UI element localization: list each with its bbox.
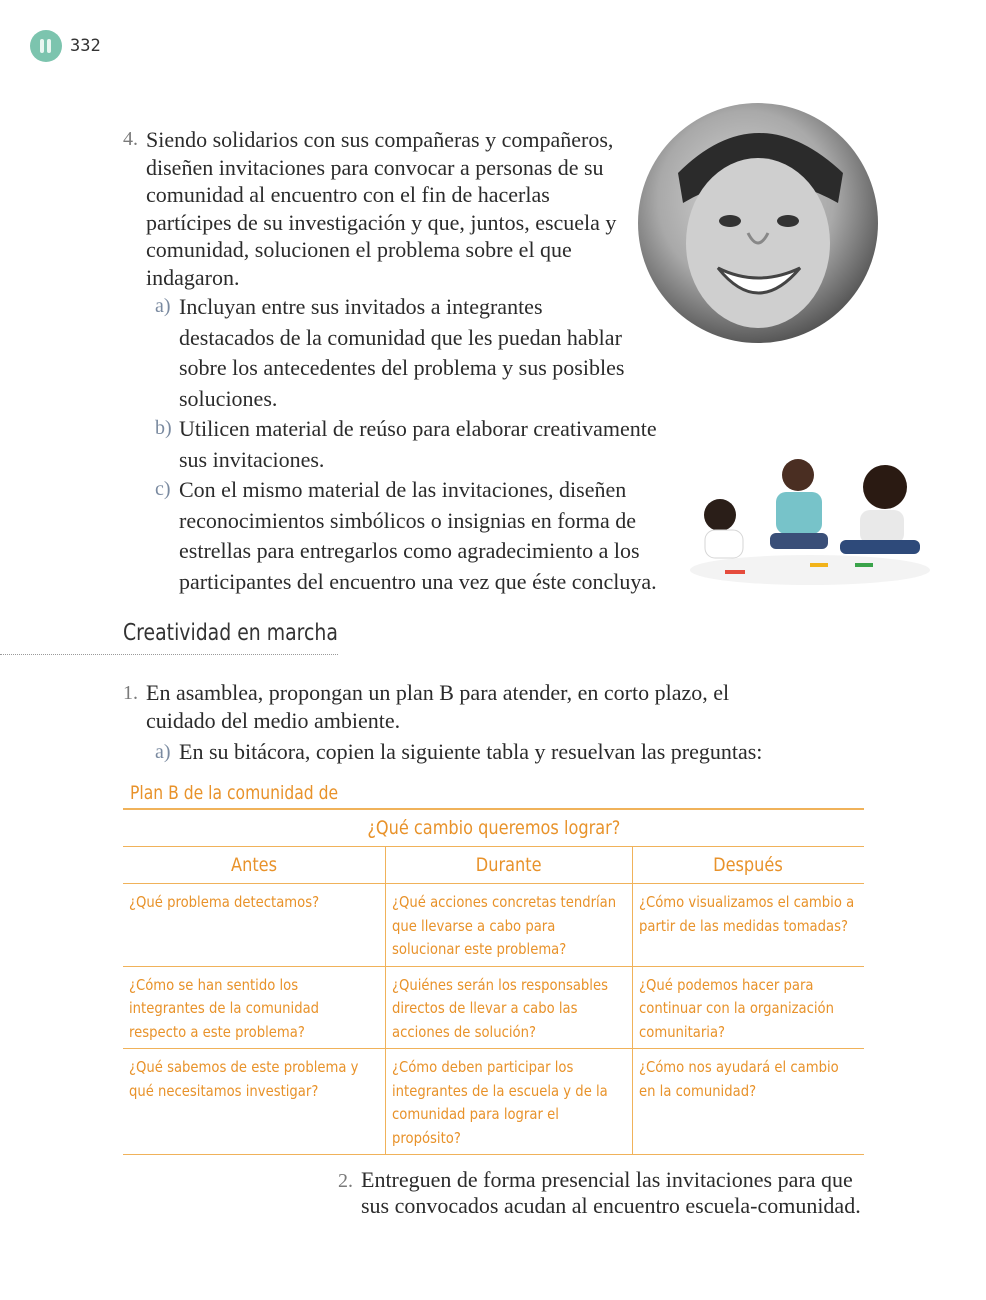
table-cell: ¿Cómo se han sentido los integrantes de la comunidad respecto a este problema? [123,966,385,1049]
page-header [30,30,101,62]
activity-1a-text: En su bitácora, copien la siguiente tabla y resuelvan las preguntas: [179,739,763,764]
table-cell: ¿Cómo visualizamos el cambio a partir de las medidas tomadas? [632,884,864,967]
table-title: Plan B de la comunidad de [130,782,339,804]
table-cell: ¿Qué sabemos de este problema y qué necesitamos investigar? [123,1049,385,1155]
activity-4b-text: Utilicen material de reúso para elaborar creativamente sus invitaciones. [179,416,657,472]
table-column-header-row [123,847,864,884]
activity-4c-text: Con el mismo material de las invitaciones, diseñen reconocimientos simbólicos o insignias en forma de estrellas para entregarlos como agradecimiento a los participantes del encuentro una vez que éste concluya. [179,477,657,594]
activity-4-number: 4. [123,128,138,150]
activity-1a-label: a) [155,741,171,763]
community-logo-icon [30,30,62,62]
activity-4-text: Siendo solidarios con sus compañeras y compañeros, diseñen invitaciones para convocar a personas de su comunidad al encuentro con el fin de hacerlas partícipes de su investigación y que, juntos, escuela y comunidad, solucionen el problema sobre el que indagaron. [146,127,617,290]
table-main-header-row [123,810,864,847]
table-row [123,884,864,967]
activity-2-text: Entreguen de forma presencial las invitaciones para que sus convocados acudan al encuentro escuela-comunidad. [361,1167,861,1218]
children-drawing-photo [680,445,940,595]
page-number: 332 [70,36,101,56]
activity-4a-text: Incluyan entre sus invitados a integrantes destacados de la comunidad que les puedan hablar sobre los antecedentes del problema y sus posibles soluciones. [179,294,625,411]
smiling-boy-photo [638,103,878,343]
activity-2-number: 2. [338,1170,353,1192]
table-row [123,966,864,1049]
table-cell: ¿Quiénes serán los responsables directos de llevar a cabo las acciones de solución? [385,966,632,1049]
activity-4a-label: a) [155,295,171,317]
table-main-header: ¿Qué cambio queremos lograr? [123,810,864,847]
plan-b-table [123,809,864,1155]
table-cell: ¿Qué podemos hacer para continuar con la organización comunitaria? [632,966,864,1049]
column-header-antes: Antes [123,847,385,884]
table-cell: ¿Cómo deben participar los integrantes de la escuela y de la comunidad para lograr el propósito? [385,1049,632,1155]
table-cell: ¿Cómo nos ayudará el cambio en la comunidad? [632,1049,864,1155]
activity-4c-label: c) [155,478,171,500]
activity-1-number: 1. [123,682,138,704]
section-title: Creatividad en marcha [123,620,338,646]
activity-4b-label: b) [155,417,172,439]
column-header-despues: Después [632,847,864,884]
section-divider [0,654,338,655]
table-row [123,1049,864,1155]
table-cell: ¿Qué problema detectamos? [123,884,385,967]
column-header-durante: Durante [385,847,632,884]
activity-1-text: En asamblea, propongan un plan B para atender, en corto plazo, el cuidado del medio ambiente. [146,680,730,733]
table-cell: ¿Qué acciones concretas tendrían que llevarse a cabo para solucionar este problema? [385,884,632,967]
